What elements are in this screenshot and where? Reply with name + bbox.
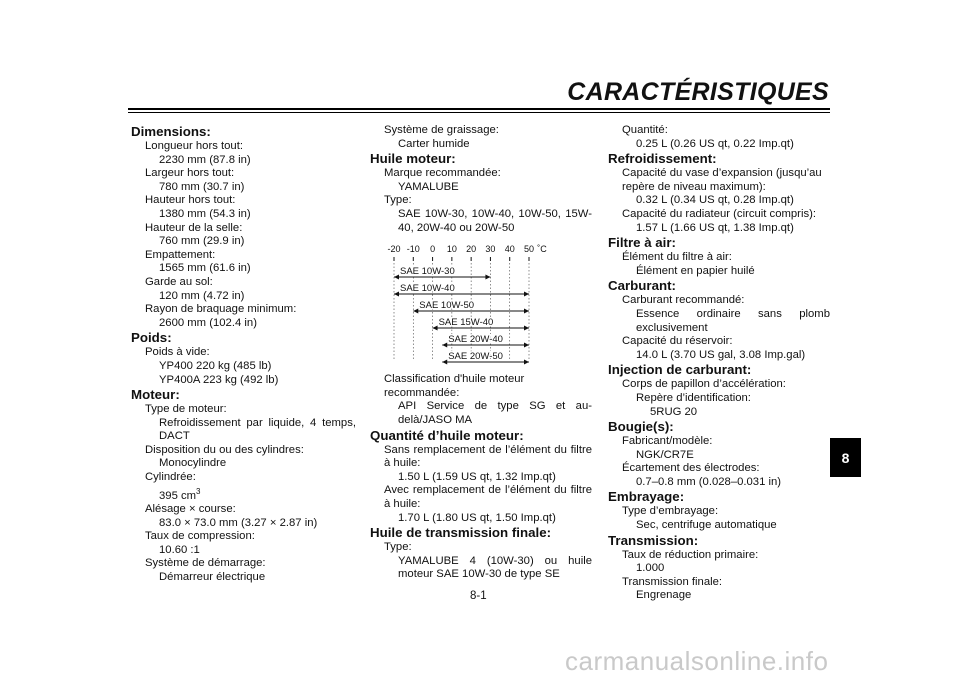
tick-label: -20 — [387, 244, 401, 255]
spec-value: 2230 mm (87.8 in) — [159, 153, 251, 166]
series-label: SAE 10W-50 — [419, 300, 475, 312]
cubic-superscript: 3 — [196, 486, 201, 496]
spec-value: 1380 mm (54.3 in) — [159, 207, 251, 220]
spec-label: Écartement des électrodes: — [622, 462, 760, 475]
series-label: SAE 15W-40 — [438, 317, 494, 329]
spec-value: 120 mm (4.72 in) — [159, 289, 245, 302]
section-transmission: Transmission: — [608, 532, 699, 548]
spec-value: API Service de type SG et au-delà/JASO MA — [398, 400, 592, 426]
spec-label: Poids à vide: — [145, 346, 210, 359]
spec-value: SAE 10W-30, 10W-40, 10W-50, 15W-40, 20W-40 ou 20W-50 — [398, 207, 592, 234]
range-arrow-left — [394, 292, 399, 297]
spec-label: Marque recommandée: — [384, 167, 501, 180]
spec-label: Alésage × course: — [145, 503, 236, 516]
cylindree-value: 395 cm — [159, 489, 197, 502]
spec-value: YAMALUBE 4 (10W-30) ou huile moteur SAE 10W-30 de type SE — [398, 554, 592, 581]
spec-value: YAMALUBE — [398, 180, 459, 193]
section-quantite-huile: Quantité d’huile moteur: — [370, 427, 524, 443]
section-poids: Poids: — [131, 330, 172, 346]
spec-label: Hauteur hors tout: — [145, 194, 236, 207]
section-refroidissement: Refroidissement: — [608, 151, 717, 167]
spec-label: Type: — [384, 541, 412, 554]
spec-label: Disposition du ou des cylindres: — [145, 443, 304, 456]
spec-value: 0.7–0.8 mm (0.028–0.031 in) — [636, 475, 782, 488]
range-arrow-right — [524, 343, 529, 348]
spec-value: 2600 mm (102.4 in) — [159, 316, 257, 329]
spec-value: 14.0 L (3.70 US gal, 3.08 Imp.gal) — [636, 348, 806, 361]
spec-label: Type de moteur: — [145, 403, 227, 416]
spec-value: Sec, centrifuge automatique — [636, 519, 777, 532]
spec-label: Cylindrée: — [145, 471, 196, 484]
spec-label: Carburant recommandé: — [622, 294, 745, 307]
section-moteur: Moteur: — [131, 387, 180, 403]
tick-label: -10 — [406, 244, 420, 255]
section-embrayage: Embrayage: — [608, 489, 685, 505]
spec-label: Élément du filtre à air: — [622, 251, 732, 264]
spec-value: YP400 220 kg (485 lb) — [159, 359, 272, 372]
spec-label: Classification d'huile moteur recommandée: — [384, 373, 525, 399]
spec-value: 1.70 L (1.80 US qt, 1.50 Imp.qt) — [398, 511, 556, 524]
series-label: SAE 10W-40 — [400, 283, 455, 295]
spec-value: NGK/CR7E — [636, 448, 694, 461]
spec-label: Hauteur de la selle: — [145, 221, 243, 234]
range-arrow-right — [524, 292, 529, 297]
section-carburant: Carburant: — [608, 278, 676, 294]
spec-label: Avec remplacement de l’élément du filtre à huile: — [384, 484, 592, 510]
range-arrow-left — [413, 309, 418, 314]
spec-label: Taux de réduction primaire: — [622, 548, 759, 561]
spec-value: 10.60 :1 — [159, 543, 200, 556]
spec-label: Capacité du radiateur (circuit compris): — [622, 207, 816, 220]
oil-viscosity-chart — [384, 241, 584, 365]
series-label: SAE 10W-30 — [400, 266, 455, 278]
spec-value: Démarreur électrique — [159, 570, 266, 583]
spec-value: Carter humide — [398, 137, 470, 150]
tick-label: 30 — [485, 244, 496, 255]
spec-value: 83.0 × 73.0 mm (3.27 × 2.87 in) — [159, 516, 318, 529]
spec-label: Capacité du réservoir: — [622, 335, 733, 348]
spec-value: Engrenage — [636, 589, 692, 602]
spec-label: Repère d’identification: — [636, 391, 751, 404]
watermark: carmanualsonline.info — [565, 646, 829, 676]
range-arrow-right — [485, 275, 490, 280]
series-label: SAE 20W-40 — [448, 334, 503, 346]
section-filtre-air: Filtre à air: — [608, 235, 676, 251]
range-arrow-right — [524, 309, 529, 314]
spec-label: Capacité du vase d’expansion (jusqu’au repère de niveau maximum): — [622, 167, 822, 193]
spec-value: 1565 mm (61.6 in) — [159, 262, 251, 275]
spec-label: Longueur hors tout: — [145, 140, 243, 152]
spec-label: Système de démarrage: — [145, 557, 266, 570]
spec-label: Rayon de braquage minimum: — [145, 303, 297, 316]
range-arrow-right — [524, 326, 529, 331]
tick-label: 40 — [504, 244, 515, 255]
section-huile-moteur: Huile moteur: — [370, 151, 456, 167]
spec-label: Empattement: — [145, 248, 216, 261]
spec-value: 1.57 L (1.66 US qt, 1.38 Imp.qt) — [636, 221, 794, 234]
spec-value: Refroidissement par liquide, 4 temps, DACT — [159, 416, 356, 443]
range-arrow-left — [394, 275, 399, 280]
section-injection: Injection de carburant: — [608, 362, 752, 378]
page-title: CARACTÉRISTIQUES — [567, 78, 829, 106]
spec-value: 1.50 L (1.59 US qt, 1.32 Imp.qt) — [398, 470, 556, 483]
title-rule — [128, 108, 830, 110]
unit-label: ˚C — [537, 244, 547, 255]
range-arrow-right — [524, 360, 529, 365]
spec-label: Transmission finale: — [622, 575, 723, 588]
spec-value: 1.000 — [636, 562, 665, 575]
spec-label: Corps de papillon d’accélération: — [622, 378, 786, 391]
column-1 — [131, 124, 356, 585]
column-2 — [370, 124, 592, 582]
spec-label: Type: — [384, 194, 412, 207]
spec-value: 5RUG 20 — [650, 405, 698, 418]
section-bougies: Bougie(s): — [608, 419, 674, 435]
tick-label: 10 — [446, 244, 457, 255]
section-huile-transmission: Huile de transmission finale: — [370, 525, 552, 541]
spec-label: Taux de compression: — [145, 530, 255, 543]
spec-value: YP400A 223 kg (492 lb) — [159, 373, 279, 386]
spec-value: Monocylindre — [159, 457, 227, 470]
page-number: 8-1 — [470, 590, 487, 602]
spec-label: Type d’embrayage: — [622, 505, 719, 518]
spec-label: Garde au sol: — [145, 275, 213, 288]
spec-value: Essence ordinaire sans plomb exclusivement — [636, 307, 830, 334]
spec-value: 760 mm (29.9 in) — [159, 235, 245, 248]
spec-label: Système de graissage: — [384, 124, 499, 136]
spec-label: Sans remplacement de l’élément du filtre à huile: — [384, 443, 592, 470]
range-arrow-left — [442, 360, 447, 365]
spec-label: Fabricant/modèle: — [622, 435, 713, 448]
range-arrow-left — [433, 326, 438, 331]
section-dimensions: Dimensions: — [131, 124, 211, 139]
tick-label: 20 — [466, 244, 477, 255]
tick-label: 50 — [523, 244, 535, 255]
spec-label: Quantité: — [622, 124, 668, 136]
tick-label: 0 — [430, 244, 436, 255]
range-arrow-left — [442, 343, 447, 348]
spec-value — [131, 485, 356, 503]
chapter-tab: 8 — [830, 438, 861, 477]
series-label: SAE 20W-50 — [448, 351, 503, 363]
spec-value: Élément en papier huilé — [636, 264, 755, 277]
spec-label: Largeur hors tout: — [145, 167, 235, 180]
spec-value: 0.32 L (0.34 US qt, 0.28 Imp.qt) — [636, 194, 794, 207]
column-3 — [608, 124, 830, 603]
spec-value: 780 mm (30.7 in) — [159, 180, 245, 193]
title-rule-thin — [128, 112, 830, 113]
spec-value: 0.25 L (0.26 US qt, 0.22 Imp.qt) — [636, 137, 794, 150]
